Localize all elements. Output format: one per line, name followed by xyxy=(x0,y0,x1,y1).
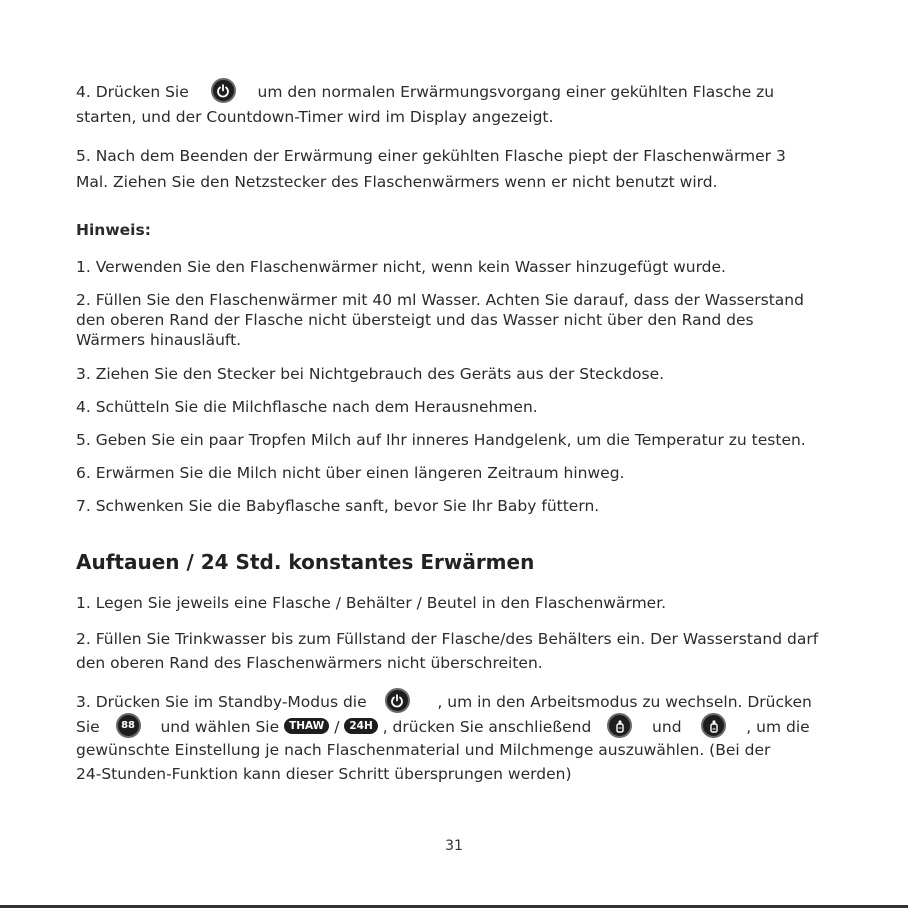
note-2-line-2: den oberen Rand der Flasche nicht übersteigt und das Wasser nicht über den Rand des xyxy=(76,311,754,329)
section-title: Auftauen / 24 Std. konstantes Erwärmen xyxy=(76,550,535,574)
power-icon xyxy=(211,78,236,103)
mode-icon: 88 xyxy=(116,713,141,738)
section-step-2-line-1: 2. Füllen Sie Trinkwasser bis zum Füllstand der Flasche/des Behälters ein. Der Wasserstand darf xyxy=(76,630,819,648)
step-5-line-2: Mal. Ziehen Sie den Netzstecker des Flaschenwärmers wenn er nicht benutzt wird. xyxy=(76,173,718,191)
step-4-line-1: 4. Drücken Sie um den normalen Erwärmungsvorgang einer gekühlten Flasche zu xyxy=(76,80,774,105)
section-step-3-line-2: Sie 88 und wählen Sie THAW / 24H , drücken Sie anschließend und , um die xyxy=(76,715,810,740)
note-5: 5. Geben Sie ein paar Tropfen Milch auf Ihr inneres Handgelenk, um die Temperatur zu testen. xyxy=(76,431,806,449)
bottle-icon xyxy=(607,713,632,738)
note-4: 4. Schütteln Sie die Milchflasche nach dem Herausnehmen. xyxy=(76,398,538,416)
power-icon xyxy=(385,688,410,713)
section-step-3-line-1: 3. Drücken Sie im Standby-Modus die , um in den Arbeitsmodus zu wechseln. Drücken xyxy=(76,690,812,715)
note-7: 7. Schwenken Sie die Babyflasche sanft, bevor Sie Ihr Baby füttern. xyxy=(76,497,600,515)
step-5-line-1: 5. Nach dem Beenden der Erwärmung einer gekühlten Flasche piept der Flaschenwärmer 3 xyxy=(76,147,786,165)
note-6: 6. Erwärmen Sie die Milch nicht über einen längeren Zeitraum hinweg. xyxy=(76,464,625,482)
note-2-line-3: Wärmers hinausläuft. xyxy=(76,331,242,349)
section-step-3-line-4: 24-Stunden-Funktion kann dieser Schritt übersprungen werden) xyxy=(76,765,572,783)
note-3: 3. Ziehen Sie den Stecker bei Nichtgebrauch des Geräts aus der Steckdose. xyxy=(76,365,665,383)
section-step-1: 1. Legen Sie jeweils eine Flasche / Behälter / Beutel in den Flaschenwärmer. xyxy=(76,594,667,612)
note-title: Hinweis: xyxy=(76,221,151,239)
page-number: 31 xyxy=(445,838,463,854)
section-step-2-line-2: den oberen Rand des Flaschenwärmers nicht überschreiten. xyxy=(76,654,543,672)
step-4-line-2: starten, und der Countdown-Timer wird im Display angezeigt. xyxy=(76,108,554,126)
24h-badge: 24H xyxy=(344,718,377,734)
note-1: 1. Verwenden Sie den Flaschenwärmer nicht, wenn kein Wasser hinzugefügt wurde. xyxy=(76,258,726,276)
note-2-line-1: 2. Füllen Sie den Flaschenwärmer mit 40 ml Wasser. Achten Sie darauf, dass der Wasserstand xyxy=(76,291,804,309)
bottle-icon xyxy=(701,713,726,738)
thaw-badge: THAW xyxy=(284,718,329,734)
section-step-3-line-3: gewünschte Einstellung je nach Flaschenmaterial und Milchmenge auszuwählen. (Bei der xyxy=(76,741,771,759)
